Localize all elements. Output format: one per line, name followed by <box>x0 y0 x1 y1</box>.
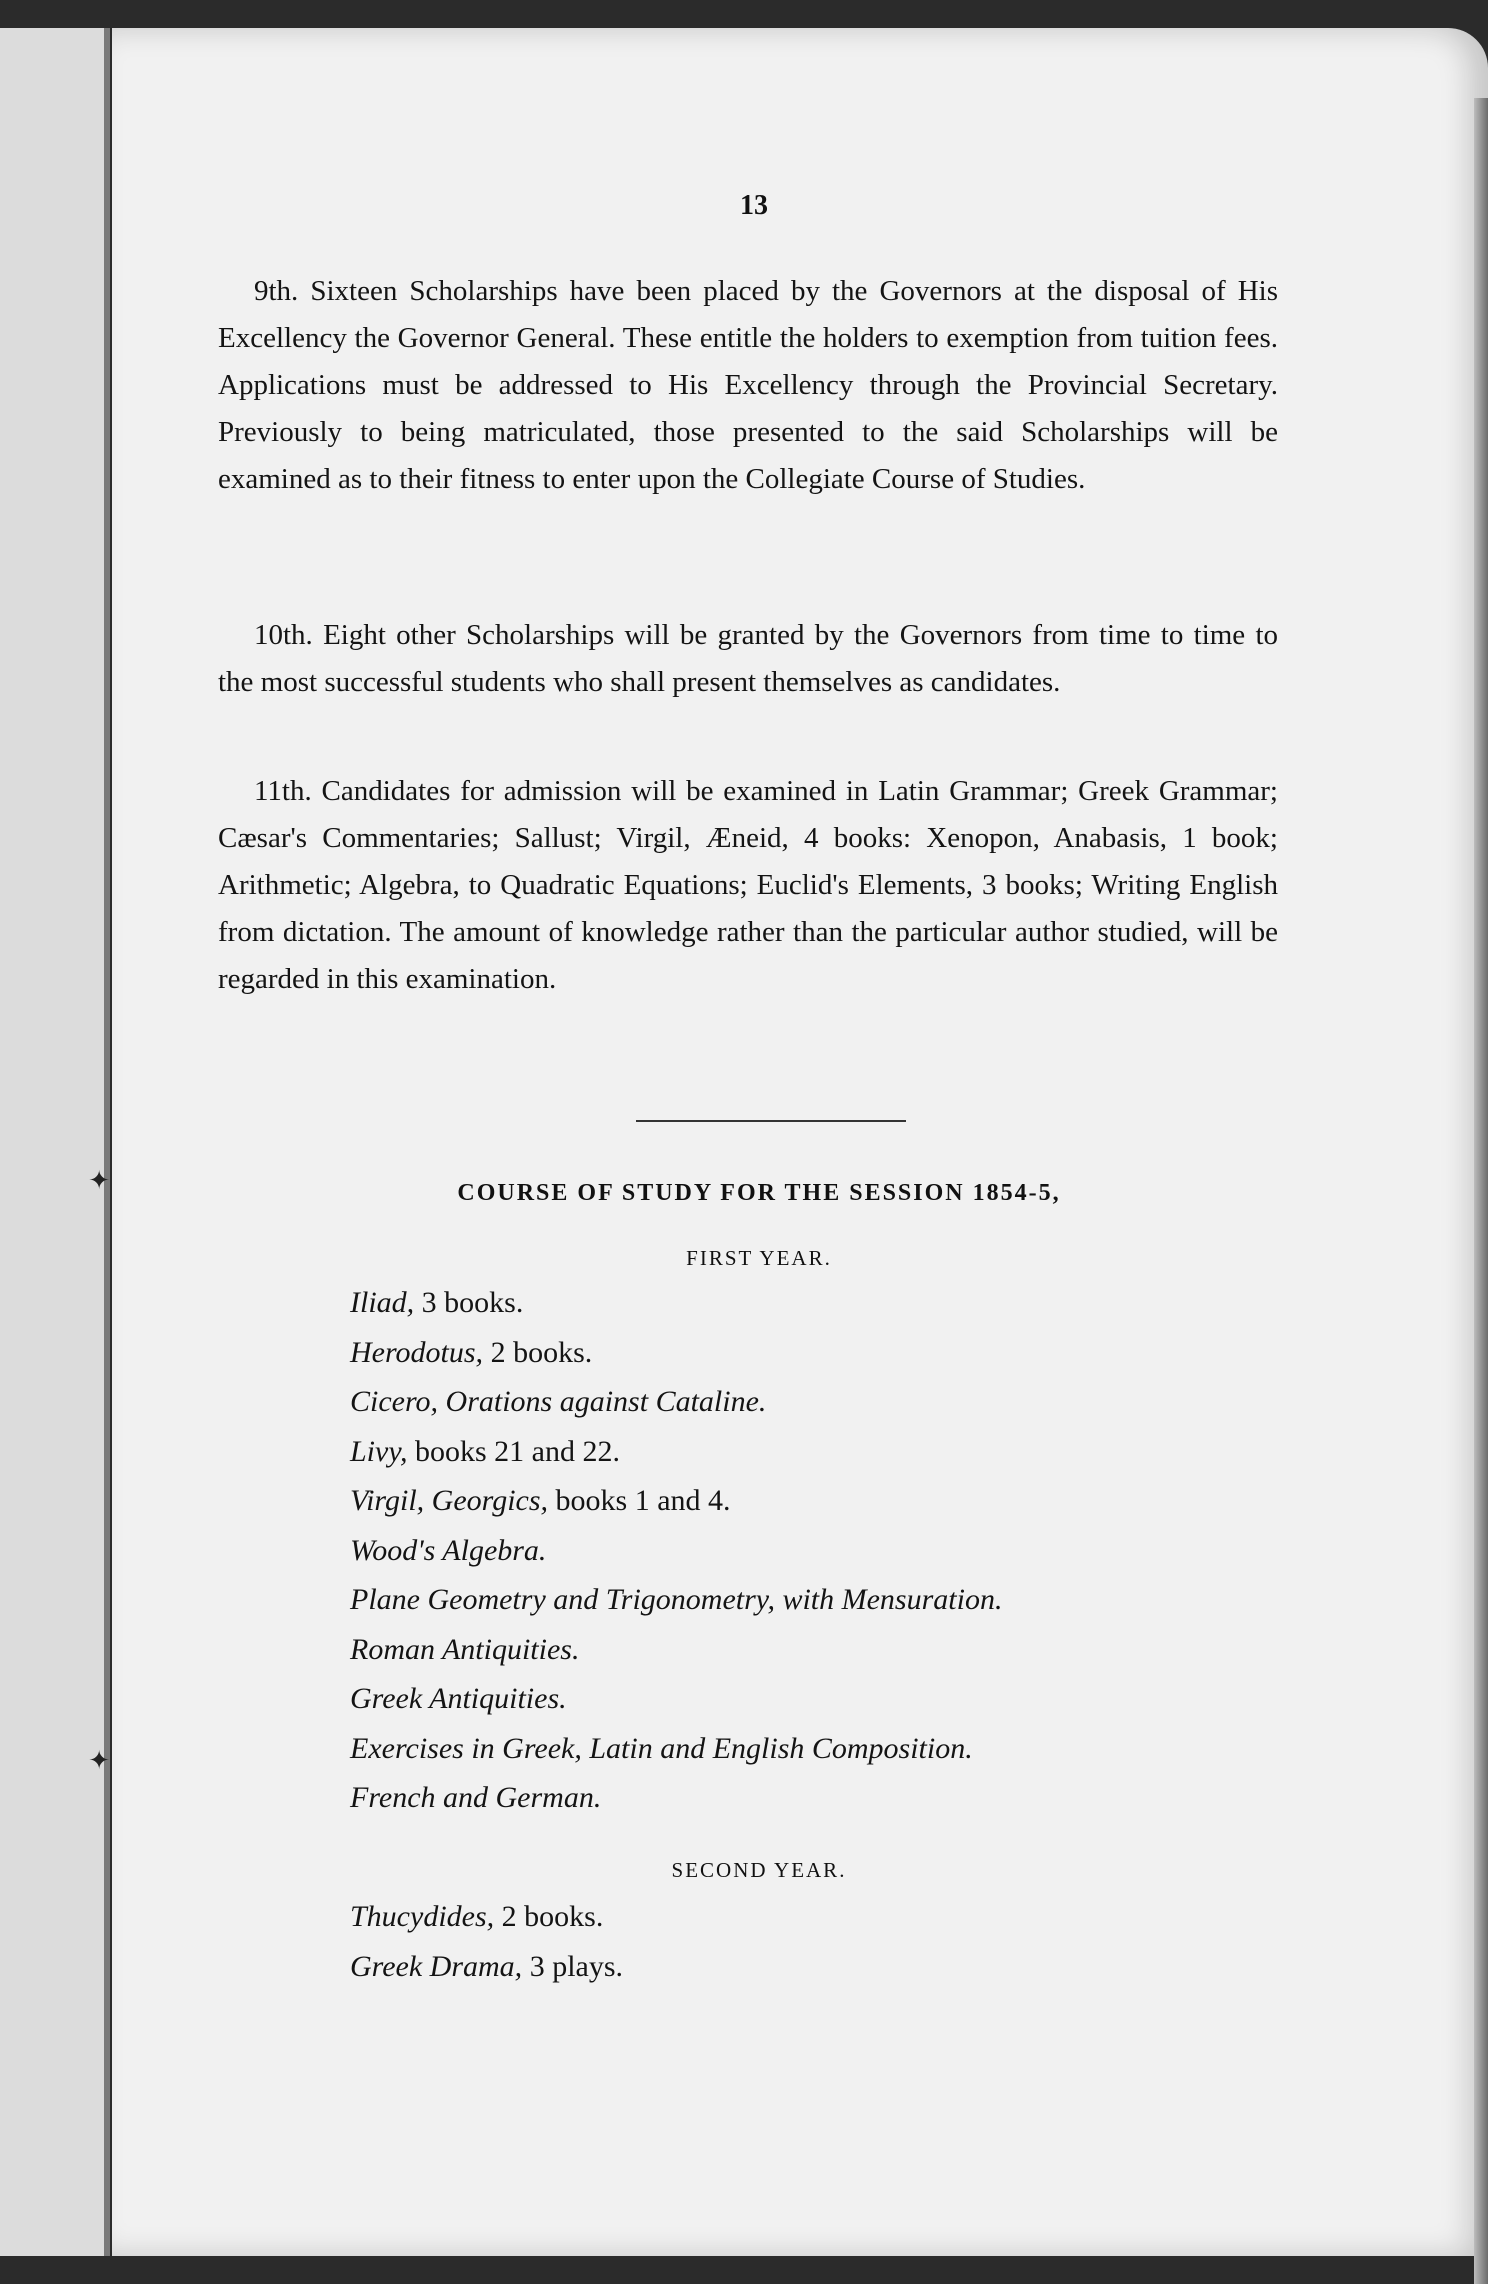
list-item: Herodotus, 2 books. <box>350 1335 593 1369</box>
first-year-list <box>350 1278 1002 1823</box>
page-number: 13 <box>740 190 768 221</box>
facing-page-edge <box>0 28 110 2256</box>
paragraph-other-scholarships: 10th. Eight other Scholarships will be granted by the Governors from time to time to the most successful students who shall present themselves as candidates. <box>218 619 1278 698</box>
paragraph-admission: 11th. Candidates for admission will be examined in Latin Grammar; Greek Grammar; Cæsar's Commentaries; Sallust; Virgil, Æneid, 4 books: Xenopon, Anabasis, 1 book; Arithmetic; Algebra, to Quadratic Equations; Euclid's Elements, 3 books; Writing English from dictation. The amount of knowledge rather than the particular author studied, will be regarded in this examination. <box>218 775 1278 995</box>
list-item: Cicero, Orations against Cataline. <box>350 1385 767 1418</box>
list-item: Livy, books 21 and 22. <box>350 1434 620 1468</box>
course-heading: COURSE OF STUDY FOR THE SESSION 1854-5, <box>457 1180 1061 1206</box>
second-year-heading: SECOND YEAR. <box>671 1858 847 1882</box>
first-year-heading: FIRST YEAR. <box>686 1246 832 1270</box>
list-item: Thucydides, 2 books. <box>350 1900 604 1933</box>
list-item: Exercises in Greek, Latin and English Composition. <box>350 1731 973 1765</box>
paragraph-scholarships: 9th. Sixteen Scholarships have been placed by the Governors at the disposal of His Excellency the Governor General. These entitle the holders to exemption from tuition fees. Applications must be addressed to His Excellency through the Provincial Secretary. Previously to being matriculated, those presented to the said Scholarships will be examined as to their fitness to enter upon the Collegiate Course of Studies. <box>218 275 1278 495</box>
list-item: Greek Drama, 3 plays. <box>350 1949 624 1983</box>
binding-shadow <box>104 28 110 2256</box>
section-divider <box>636 1120 906 1122</box>
list-item: Roman Antiquities. <box>350 1632 580 1666</box>
list-item: Plane Geometry and Trigonometry, with Mensuration. <box>350 1583 1003 1616</box>
binding-thread-mark: ✦ <box>88 1746 110 1775</box>
list-item: Greek Antiquities. <box>350 1682 567 1715</box>
list-item: French and German. <box>350 1781 602 1814</box>
list-item: Wood's Algebra. <box>350 1533 547 1567</box>
list-item: Iliad, 3 books. <box>350 1286 524 1319</box>
second-year-list <box>350 1892 623 1991</box>
binding-thread-mark: ✦ <box>88 1166 110 1195</box>
list-item: Virgil, Georgics, books 1 and 4. <box>350 1484 731 1517</box>
